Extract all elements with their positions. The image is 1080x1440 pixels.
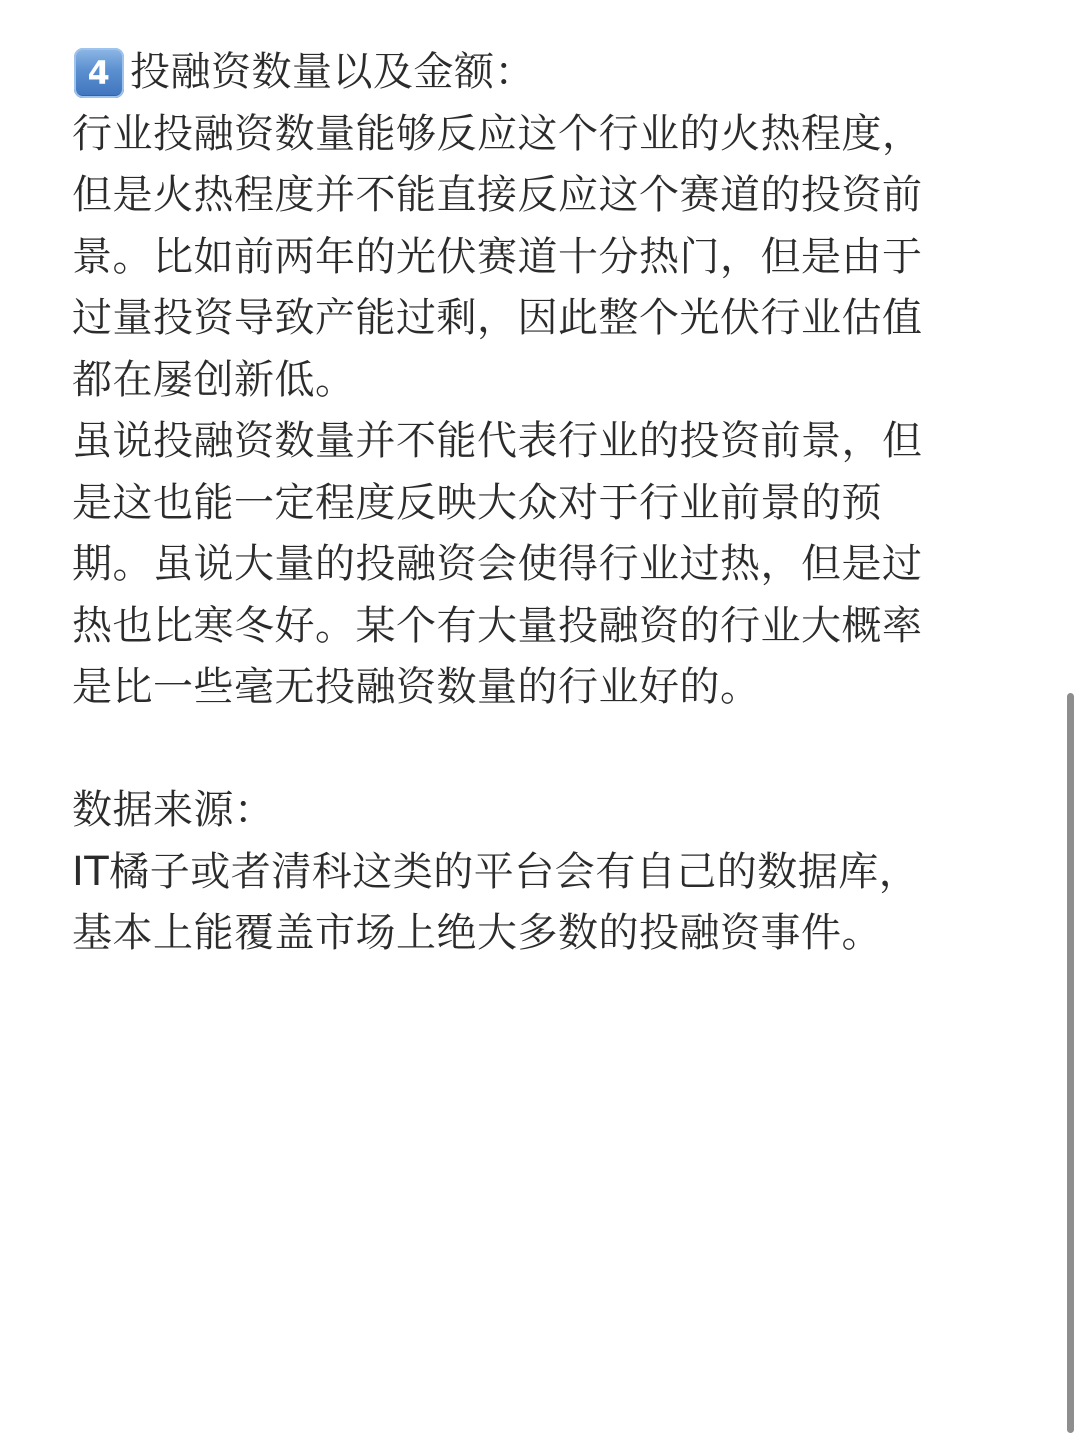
- paragraph-line: 是比一些毫无投融资数量的行业好的。: [72, 664, 761, 710]
- section-heading: [72, 42, 1002, 104]
- paragraph-line: 过量投资导致产能过剩，因此整个光伏行业估值: [72, 295, 923, 341]
- keycap-four-emoji: 4: [74, 48, 124, 98]
- paragraph-line: 虽说投融资数量并不能代表行业的投资前景，但: [72, 418, 923, 464]
- paragraph-line: 热也比寒冬好。某个有大量投融资的行业大概率: [72, 602, 923, 649]
- paragraph-public-expectation: [72, 411, 1002, 719]
- paragraph-line: 期。虽说大量的投融资会使得行业过热，但是过: [72, 541, 923, 587]
- section-title: 投融资数量以及金额：: [130, 49, 535, 95]
- paragraph-line: 但是火热程度并不能直接反应这个赛道的投资前: [72, 172, 923, 218]
- paragraph-investment-heat: [72, 104, 1002, 412]
- blank-line: [72, 719, 1002, 781]
- paragraph-line: 景。比如前两年的光伏赛道十分热门，但是由于: [72, 233, 923, 280]
- vertical-scrollbar[interactable]: [1067, 693, 1074, 1433]
- paragraph-line: 行业投融资数量能够反应这个行业的火热程度，: [72, 110, 923, 157]
- paragraph-line: 都在屡创新低。: [72, 356, 356, 403]
- data-source-line: 基本上能覆盖市场上绝大多数的投融资事件。: [72, 910, 882, 956]
- data-source-section: [72, 780, 1002, 965]
- data-source-label: 数据来源：: [72, 787, 275, 833]
- note-body: [72, 42, 1002, 965]
- data-source-line: IT橘子或者清科这类的平台会有自己的数据库，: [72, 848, 920, 895]
- paragraph-line: 是这也能一定程度反映大众对于行业前景的预: [72, 479, 882, 526]
